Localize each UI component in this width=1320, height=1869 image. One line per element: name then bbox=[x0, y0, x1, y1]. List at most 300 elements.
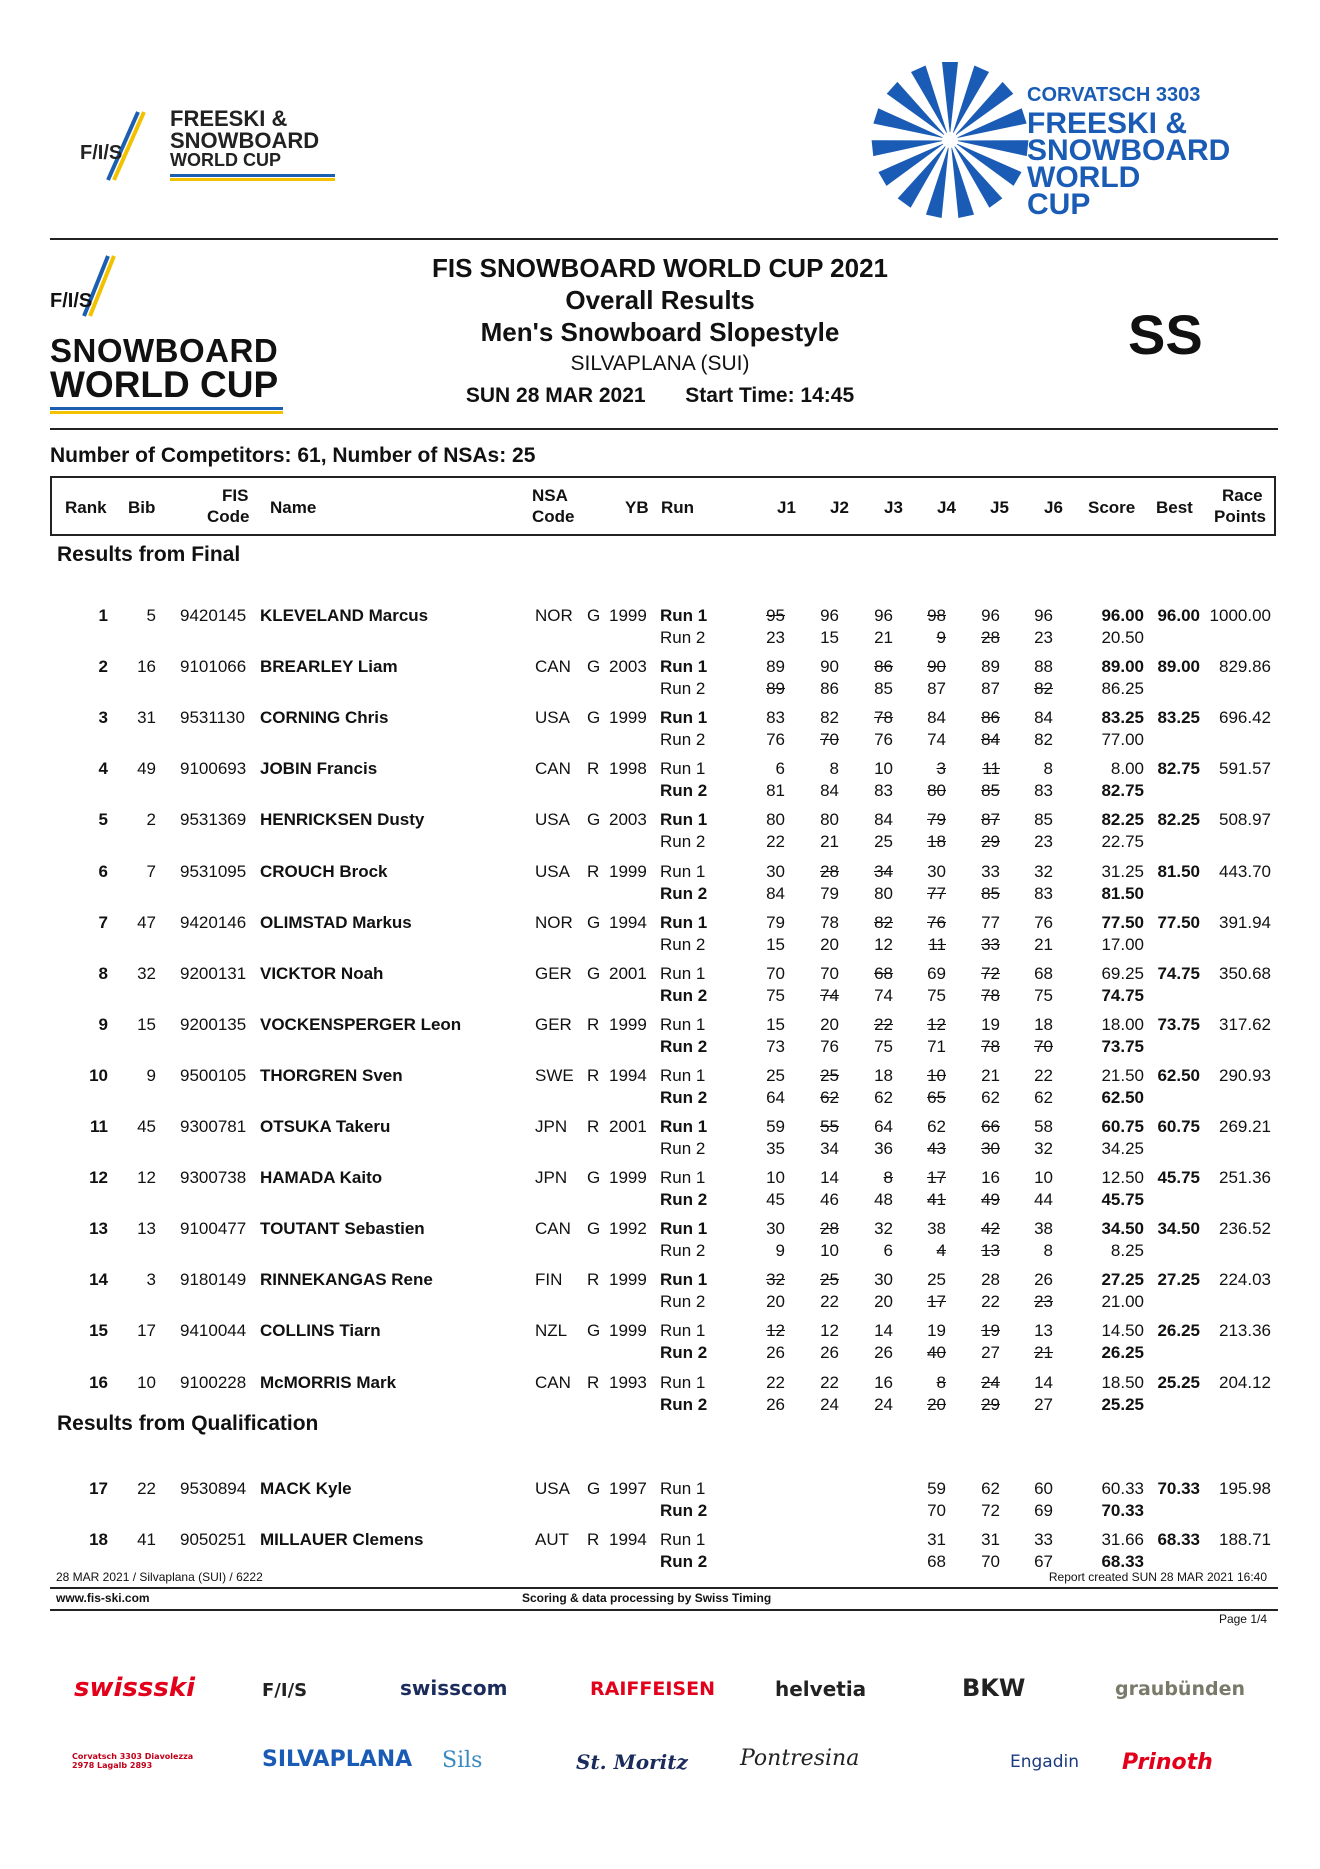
table-row bbox=[0, 758, 1320, 809]
judge-score: 43 bbox=[927, 1139, 946, 1158]
athlete-name: RINNEKANGAS Rene bbox=[260, 1270, 433, 1290]
col-fis-code: Code bbox=[207, 507, 250, 526]
judge-score: 82 bbox=[820, 708, 839, 728]
run-score: 96.00 bbox=[1101, 606, 1144, 625]
logo-line-3: WORLD CUP bbox=[170, 150, 281, 170]
judge-score: 81 bbox=[766, 781, 785, 801]
bib-cell: 31 bbox=[137, 708, 156, 728]
judge-score: 20 bbox=[874, 1292, 893, 1312]
footer-divider-top bbox=[50, 1587, 1278, 1589]
best-score: 89.00 bbox=[1157, 657, 1200, 677]
judge-score: 35 bbox=[766, 1139, 785, 1158]
judge-score: 66 bbox=[981, 1117, 1000, 1136]
best-score: 25.25 bbox=[1157, 1372, 1200, 1392]
run-score: 27.25 bbox=[1101, 1270, 1144, 1290]
competition-title: FIS SNOWBOARD WORLD CUP 2021 bbox=[431, 253, 888, 283]
birth-year-cell: 2003 bbox=[609, 657, 647, 677]
gender-stance-cell: R bbox=[587, 1117, 600, 1136]
judge-score: 3 bbox=[936, 759, 946, 779]
race-points: 508.97 bbox=[1219, 810, 1271, 830]
judge-score: 30 bbox=[927, 861, 946, 881]
athlete-name: BREARLEY Liam bbox=[260, 657, 398, 677]
judge-score: 38 bbox=[927, 1219, 946, 1239]
run-label: Run 1 bbox=[660, 1117, 708, 1136]
judge-score: 25 bbox=[820, 1065, 839, 1085]
judge-score: 78 bbox=[874, 708, 893, 728]
run-label: Run 2 bbox=[660, 1241, 706, 1261]
judge-score: 30 bbox=[981, 1139, 1000, 1158]
best-score: 62.50 bbox=[1157, 1065, 1200, 1085]
judge-score: 76 bbox=[927, 912, 946, 932]
judge-score: 22 bbox=[766, 832, 785, 852]
nsa-code-cell: JPN bbox=[535, 1168, 568, 1188]
results-title: Overall Results bbox=[565, 285, 755, 315]
judge-score: 79 bbox=[820, 883, 839, 903]
nsa-code-cell: NOR bbox=[535, 912, 573, 932]
athlete-name: VICKTOR Noah bbox=[260, 963, 384, 983]
judge-score: 96 bbox=[981, 606, 1000, 625]
col-yb: YB bbox=[625, 498, 649, 517]
run-score: 60.75 bbox=[1101, 1117, 1144, 1136]
judge-score: 77 bbox=[927, 883, 946, 903]
rank-cell: 15 bbox=[89, 1321, 108, 1341]
best-score: 82.25 bbox=[1157, 810, 1200, 830]
rank-cell: 14 bbox=[89, 1270, 108, 1290]
judge-score: 23 bbox=[1034, 628, 1053, 647]
birth-year-cell: 1997 bbox=[609, 1479, 647, 1498]
table-row bbox=[0, 1116, 1320, 1167]
run-label: Run 2 bbox=[660, 1190, 708, 1210]
judge-score: 75 bbox=[1034, 985, 1053, 1005]
col-j2: J2 bbox=[830, 498, 849, 517]
nsa-code-cell: SWE bbox=[535, 1065, 574, 1085]
athlete-name: TOUTANT Sebastien bbox=[260, 1219, 425, 1239]
birth-year-cell: 1999 bbox=[609, 861, 647, 881]
nsa-code-cell: GER bbox=[535, 1014, 572, 1034]
logo-line-1: FREESKI & bbox=[170, 106, 288, 131]
table-row bbox=[0, 1065, 1320, 1116]
best-score: 96.00 bbox=[1157, 606, 1200, 625]
athlete-name: OTSUKA Takeru bbox=[260, 1117, 391, 1136]
judge-score: 14 bbox=[820, 1168, 839, 1188]
run-label: Run 1 bbox=[660, 1270, 708, 1290]
table-row bbox=[0, 707, 1320, 758]
run-score: 8.25 bbox=[1110, 1241, 1144, 1261]
run-score: 18.50 bbox=[1101, 1372, 1144, 1392]
run-score: 31.66 bbox=[1101, 1530, 1144, 1549]
judge-score: 82 bbox=[874, 912, 893, 932]
judge-score: 86 bbox=[981, 708, 1000, 728]
race-points: 443.70 bbox=[1219, 861, 1271, 881]
judge-score: 62 bbox=[1034, 1087, 1053, 1107]
best-score: 34.50 bbox=[1157, 1219, 1200, 1239]
fis-website-link[interactable]: www.fis-ski.com bbox=[56, 1591, 150, 1605]
gender-stance-cell: R bbox=[587, 1270, 600, 1290]
judge-score: 85 bbox=[981, 781, 1000, 801]
fis-code-cell: 9180149 bbox=[180, 1270, 247, 1290]
run-score: 68.33 bbox=[1101, 1552, 1144, 1571]
col-bib: Bib bbox=[128, 498, 156, 517]
col-score: Score bbox=[1088, 498, 1136, 517]
table-row bbox=[0, 1218, 1320, 1269]
sponsor-swissski: swissski bbox=[74, 1673, 196, 1703]
event-title: Men's Snowboard Slopestyle bbox=[480, 317, 840, 347]
judge-score: 33 bbox=[1034, 1530, 1053, 1549]
nsa-code-cell: JPN bbox=[535, 1117, 568, 1136]
judge-score: 10 bbox=[927, 1065, 946, 1085]
run-score: 82.25 bbox=[1101, 810, 1144, 830]
rank-cell: 3 bbox=[98, 708, 108, 728]
judge-score: 89 bbox=[766, 657, 785, 677]
judge-score: 9 bbox=[775, 1241, 785, 1261]
judge-score: 76 bbox=[766, 730, 785, 750]
judge-score: 20 bbox=[766, 1292, 785, 1312]
best-score: 68.33 bbox=[1157, 1530, 1200, 1549]
birth-year-cell: 1998 bbox=[609, 759, 647, 779]
judge-score: 84 bbox=[981, 730, 1000, 750]
gender-stance-cell: G bbox=[587, 708, 601, 728]
judge-score: 24 bbox=[820, 1394, 839, 1414]
title-divider bbox=[50, 428, 1278, 430]
rank-cell: 2 bbox=[98, 657, 108, 677]
birth-year-cell: 1999 bbox=[609, 606, 647, 625]
judge-score: 12 bbox=[874, 934, 893, 954]
judge-score: 17 bbox=[927, 1168, 946, 1188]
athlete-name: McMORRIS Mark bbox=[260, 1372, 397, 1392]
judge-score: 78 bbox=[981, 1036, 1000, 1056]
fis-code-cell: 9101066 bbox=[180, 657, 247, 677]
judge-score: 62 bbox=[981, 1479, 1000, 1498]
sponsor-swisscom: swisscom bbox=[400, 1676, 508, 1700]
col-j5: J5 bbox=[990, 498, 1009, 517]
judge-score: 69 bbox=[1034, 1501, 1053, 1520]
judge-score: 79 bbox=[766, 912, 785, 932]
judge-score: 75 bbox=[927, 985, 946, 1005]
timing-credit: Scoring & data processing by Swiss Timing bbox=[522, 1591, 772, 1605]
judge-score: 83 bbox=[1034, 883, 1053, 903]
judge-score: 86 bbox=[820, 679, 839, 699]
run-score: 8.00 bbox=[1110, 759, 1144, 779]
birth-year-cell: 2003 bbox=[609, 810, 647, 830]
fis-code-cell: 9531095 bbox=[180, 861, 247, 881]
judge-score: 78 bbox=[981, 985, 1000, 1005]
nsa-code-cell: USA bbox=[535, 861, 570, 881]
race-points: 391.94 bbox=[1219, 912, 1271, 932]
birth-year-cell: 1994 bbox=[609, 1530, 647, 1549]
judge-score: 18 bbox=[927, 832, 946, 852]
judge-score: 32 bbox=[766, 1270, 785, 1290]
run-score: 62.50 bbox=[1101, 1087, 1144, 1107]
run-score: 77.50 bbox=[1101, 912, 1144, 932]
race-points: 224.03 bbox=[1219, 1270, 1271, 1290]
judge-score: 45 bbox=[766, 1190, 785, 1210]
run-score: 21.50 bbox=[1101, 1065, 1144, 1085]
judge-score: 59 bbox=[766, 1117, 785, 1136]
judge-score: 28 bbox=[820, 1219, 839, 1239]
judge-score: 22 bbox=[981, 1292, 1000, 1312]
judge-score: 72 bbox=[981, 1501, 1000, 1520]
judge-score: 79 bbox=[927, 810, 946, 830]
judge-score: 69 bbox=[927, 963, 946, 983]
run-score: 81.50 bbox=[1101, 883, 1144, 903]
judge-score: 9 bbox=[936, 628, 946, 647]
judge-score: 34 bbox=[820, 1139, 839, 1158]
sponsor-fis: F/I/S bbox=[262, 1680, 308, 1701]
bib-cell: 9 bbox=[146, 1065, 156, 1085]
bib-cell: 32 bbox=[137, 963, 156, 983]
logo-line-2: SNOWBOARD bbox=[170, 128, 320, 153]
judge-score: 59 bbox=[927, 1479, 946, 1498]
judge-score: 89 bbox=[981, 657, 1000, 677]
judge-score: 25 bbox=[927, 1270, 946, 1290]
best-score: 26.25 bbox=[1157, 1321, 1200, 1341]
col-fis: FIS bbox=[222, 486, 249, 505]
nsa-code-cell: AUT bbox=[535, 1530, 569, 1549]
sponsor-sils: Sils bbox=[442, 1748, 483, 1773]
judge-score: 26 bbox=[766, 1394, 785, 1414]
nsa-code-cell: USA bbox=[535, 1479, 570, 1498]
best-score: 82.75 bbox=[1157, 759, 1200, 779]
judge-score: 20 bbox=[820, 1014, 839, 1034]
nsa-code-cell: CAN bbox=[535, 1219, 571, 1239]
race-points: 317.62 bbox=[1219, 1014, 1271, 1034]
judge-score: 84 bbox=[766, 883, 785, 903]
judge-score: 85 bbox=[981, 883, 1000, 903]
judge-score: 78 bbox=[820, 912, 839, 932]
judge-score: 65 bbox=[927, 1087, 946, 1107]
fis-code-cell: 9100228 bbox=[180, 1372, 247, 1392]
bib-cell: 3 bbox=[146, 1270, 156, 1290]
corvatsch-logo bbox=[865, 60, 1265, 230]
judge-score: 23 bbox=[1034, 832, 1053, 852]
footer-right: Report created SUN 28 MAR 2021 16:40 bbox=[1048, 1570, 1267, 1584]
title-block bbox=[330, 252, 990, 412]
bib-cell: 22 bbox=[137, 1479, 156, 1498]
bib-cell: 10 bbox=[137, 1372, 156, 1392]
run-label: Run 1 bbox=[660, 963, 706, 983]
run-label: Run 2 bbox=[660, 934, 706, 954]
judge-score: 12 bbox=[766, 1321, 785, 1341]
run-score: 14.50 bbox=[1101, 1321, 1144, 1341]
judge-score: 62 bbox=[820, 1087, 839, 1107]
judge-score: 72 bbox=[981, 963, 1000, 983]
athlete-name: JOBIN Francis bbox=[260, 759, 378, 779]
run-label: Run 1 bbox=[660, 1168, 706, 1188]
judge-score: 76 bbox=[1034, 912, 1053, 932]
nsa-code-cell: GER bbox=[535, 963, 572, 983]
table-row bbox=[0, 1269, 1320, 1320]
judge-score: 12 bbox=[820, 1321, 839, 1341]
judge-score: 80 bbox=[766, 810, 785, 830]
run-score: 45.75 bbox=[1101, 1190, 1144, 1210]
judge-score: 74 bbox=[874, 985, 893, 1005]
nsa-code-cell: CAN bbox=[535, 1372, 571, 1392]
gender-stance-cell: R bbox=[587, 861, 600, 881]
judge-score: 85 bbox=[1034, 810, 1053, 830]
judge-score: 31 bbox=[927, 1530, 946, 1549]
run-score: 18.00 bbox=[1101, 1014, 1144, 1034]
judge-score: 83 bbox=[1034, 781, 1053, 801]
run-score: 22.75 bbox=[1101, 832, 1144, 852]
judge-score: 28 bbox=[981, 1270, 1000, 1290]
judge-score: 18 bbox=[874, 1065, 893, 1085]
judge-score: 33 bbox=[981, 861, 1000, 881]
table-row bbox=[0, 861, 1320, 912]
birth-year-cell: 1992 bbox=[609, 1219, 647, 1239]
birth-year-cell: 1994 bbox=[609, 912, 647, 932]
col-race-points: Points bbox=[1214, 507, 1266, 526]
run-label: Run 2 bbox=[660, 1292, 706, 1312]
rank-cell: 10 bbox=[89, 1065, 108, 1085]
run-score: 25.25 bbox=[1101, 1394, 1144, 1414]
race-points: 829.86 bbox=[1219, 657, 1271, 677]
run-label: Run 2 bbox=[660, 781, 708, 801]
judge-score: 21 bbox=[1034, 1343, 1053, 1363]
run-score: 31.25 bbox=[1101, 861, 1144, 881]
bib-cell: 7 bbox=[146, 861, 156, 881]
run-score: 12.50 bbox=[1101, 1168, 1144, 1188]
judge-score: 70 bbox=[766, 963, 785, 983]
judge-score: 14 bbox=[1034, 1372, 1053, 1392]
run-label: Run 2 bbox=[660, 1087, 708, 1107]
sponsor-pontresina: Pontresina bbox=[740, 1746, 860, 1771]
gender-stance-cell: R bbox=[587, 759, 600, 779]
judge-score: 87 bbox=[927, 679, 946, 699]
rank-cell: 18 bbox=[89, 1530, 108, 1549]
judge-score: 76 bbox=[874, 730, 893, 750]
run-score: 73.75 bbox=[1101, 1036, 1144, 1056]
athlete-name: THORGREN Sven bbox=[260, 1065, 403, 1085]
rank-cell: 5 bbox=[98, 810, 108, 830]
sponsor-corvatsch: Corvatsch 3303 Diavolezza 2978 Lagalb 2893 bbox=[72, 1752, 194, 1770]
athlete-name: COLLINS Tiarn bbox=[260, 1321, 381, 1341]
judge-score: 38 bbox=[1034, 1219, 1053, 1239]
corvatsch-line-2: SNOWBOARD bbox=[1027, 134, 1231, 167]
gender-stance-cell: R bbox=[587, 1530, 600, 1549]
judge-score: 70 bbox=[820, 963, 839, 983]
judge-score: 27 bbox=[1034, 1394, 1053, 1414]
fis-code-cell: 9420146 bbox=[180, 912, 247, 932]
judge-score: 22 bbox=[820, 1372, 839, 1392]
judge-score: 82 bbox=[1034, 679, 1053, 699]
judge-score: 15 bbox=[766, 1014, 785, 1034]
rank-cell: 7 bbox=[98, 912, 108, 932]
corvatsch-line-3: WORLD bbox=[1027, 161, 1141, 194]
rank-cell: 1 bbox=[98, 606, 108, 625]
footer-left: 28 MAR 2021 / Silvaplana (SUI) / 6222 bbox=[56, 1570, 263, 1584]
fis-code-cell: 9200135 bbox=[180, 1014, 247, 1034]
fis-small-wordmark: F/I/S bbox=[50, 290, 93, 312]
judge-score: 21 bbox=[820, 832, 839, 852]
judge-score: 32 bbox=[874, 1219, 893, 1239]
col-nsa-code: Code bbox=[532, 507, 575, 526]
judge-score: 87 bbox=[981, 679, 1000, 699]
col-race: Race bbox=[1222, 486, 1263, 505]
section-qualification: Results from Qualification bbox=[57, 1412, 319, 1435]
race-points: 213.36 bbox=[1219, 1321, 1271, 1341]
athlete-name: HAMADA Kaito bbox=[260, 1168, 383, 1188]
race-points: 195.98 bbox=[1219, 1479, 1271, 1498]
race-points: 350.68 bbox=[1219, 963, 1271, 983]
fis-code-cell: 9530894 bbox=[180, 1479, 247, 1498]
table-row bbox=[0, 1167, 1320, 1218]
judge-score: 16 bbox=[981, 1168, 1000, 1188]
judge-score: 22 bbox=[1034, 1065, 1053, 1085]
sponsor-engadin: Engadin bbox=[1010, 1752, 1080, 1772]
gender-stance-cell: G bbox=[587, 1321, 601, 1341]
bib-cell: 5 bbox=[146, 606, 156, 625]
best-score: 77.50 bbox=[1157, 912, 1200, 932]
judge-score: 68 bbox=[874, 963, 893, 983]
run-label: Run 1 bbox=[660, 810, 708, 830]
col-rank: Rank bbox=[65, 498, 107, 517]
col-best: Best bbox=[1156, 498, 1193, 517]
rank-cell: 12 bbox=[89, 1168, 108, 1188]
race-points: 269.21 bbox=[1219, 1117, 1271, 1136]
judge-score: 74 bbox=[820, 985, 839, 1005]
table-row bbox=[0, 1320, 1320, 1371]
judge-score: 84 bbox=[820, 781, 839, 801]
run-score: 89.00 bbox=[1101, 657, 1144, 677]
run-label: Run 1 bbox=[660, 1372, 706, 1392]
fis-code-cell: 9500105 bbox=[180, 1065, 247, 1085]
birth-year-cell: 1993 bbox=[609, 1372, 647, 1392]
table-row bbox=[0, 1014, 1320, 1065]
rank-cell: 11 bbox=[90, 1117, 108, 1136]
judge-score: 68 bbox=[927, 1552, 946, 1571]
event-date: SUN 28 MAR 2021 bbox=[465, 384, 646, 407]
run-score: 17.00 bbox=[1101, 934, 1144, 954]
nsa-code-cell: NOR bbox=[535, 606, 573, 625]
run-score: 82.75 bbox=[1101, 781, 1144, 801]
bib-cell: 13 bbox=[137, 1219, 156, 1239]
judge-score: 22 bbox=[766, 1372, 785, 1392]
gender-stance-cell: R bbox=[587, 1372, 600, 1392]
judge-score: 14 bbox=[874, 1321, 893, 1341]
judge-score: 64 bbox=[766, 1087, 785, 1107]
best-score: 73.75 bbox=[1157, 1014, 1200, 1034]
judge-score: 55 bbox=[820, 1117, 839, 1136]
judge-score: 44 bbox=[1034, 1190, 1053, 1210]
run-label: Run 1 bbox=[660, 1065, 706, 1085]
run-score: 83.25 bbox=[1101, 708, 1144, 728]
judge-score: 82 bbox=[1034, 730, 1053, 750]
gender-stance-cell: G bbox=[587, 606, 601, 625]
race-points: 251.36 bbox=[1219, 1168, 1271, 1188]
rank-cell: 8 bbox=[98, 963, 108, 983]
corvatsch-line-1: FREESKI & bbox=[1027, 107, 1188, 140]
birth-year-cell: 2001 bbox=[609, 963, 647, 983]
judge-score: 84 bbox=[874, 810, 893, 830]
judge-score: 84 bbox=[1034, 708, 1053, 728]
judge-score: 10 bbox=[820, 1241, 839, 1261]
judge-score: 19 bbox=[981, 1321, 1000, 1341]
judge-score: 42 bbox=[981, 1219, 1000, 1239]
judge-score: 77 bbox=[981, 912, 1000, 932]
page-number: Page 1/4 bbox=[1218, 1612, 1267, 1626]
run-label: Run 1 bbox=[660, 1219, 708, 1239]
race-points: 188.71 bbox=[1219, 1530, 1271, 1549]
run-label: Run 2 bbox=[660, 730, 706, 750]
judge-score: 17 bbox=[927, 1292, 946, 1312]
gender-stance-cell: G bbox=[587, 1479, 601, 1498]
judge-score: 68 bbox=[1034, 963, 1053, 983]
birth-year-cell: 1999 bbox=[609, 708, 647, 728]
run-label: Run 2 bbox=[660, 679, 706, 699]
judge-score: 33 bbox=[981, 934, 1000, 954]
judge-score: 20 bbox=[820, 934, 839, 954]
judge-score: 86 bbox=[874, 657, 893, 677]
